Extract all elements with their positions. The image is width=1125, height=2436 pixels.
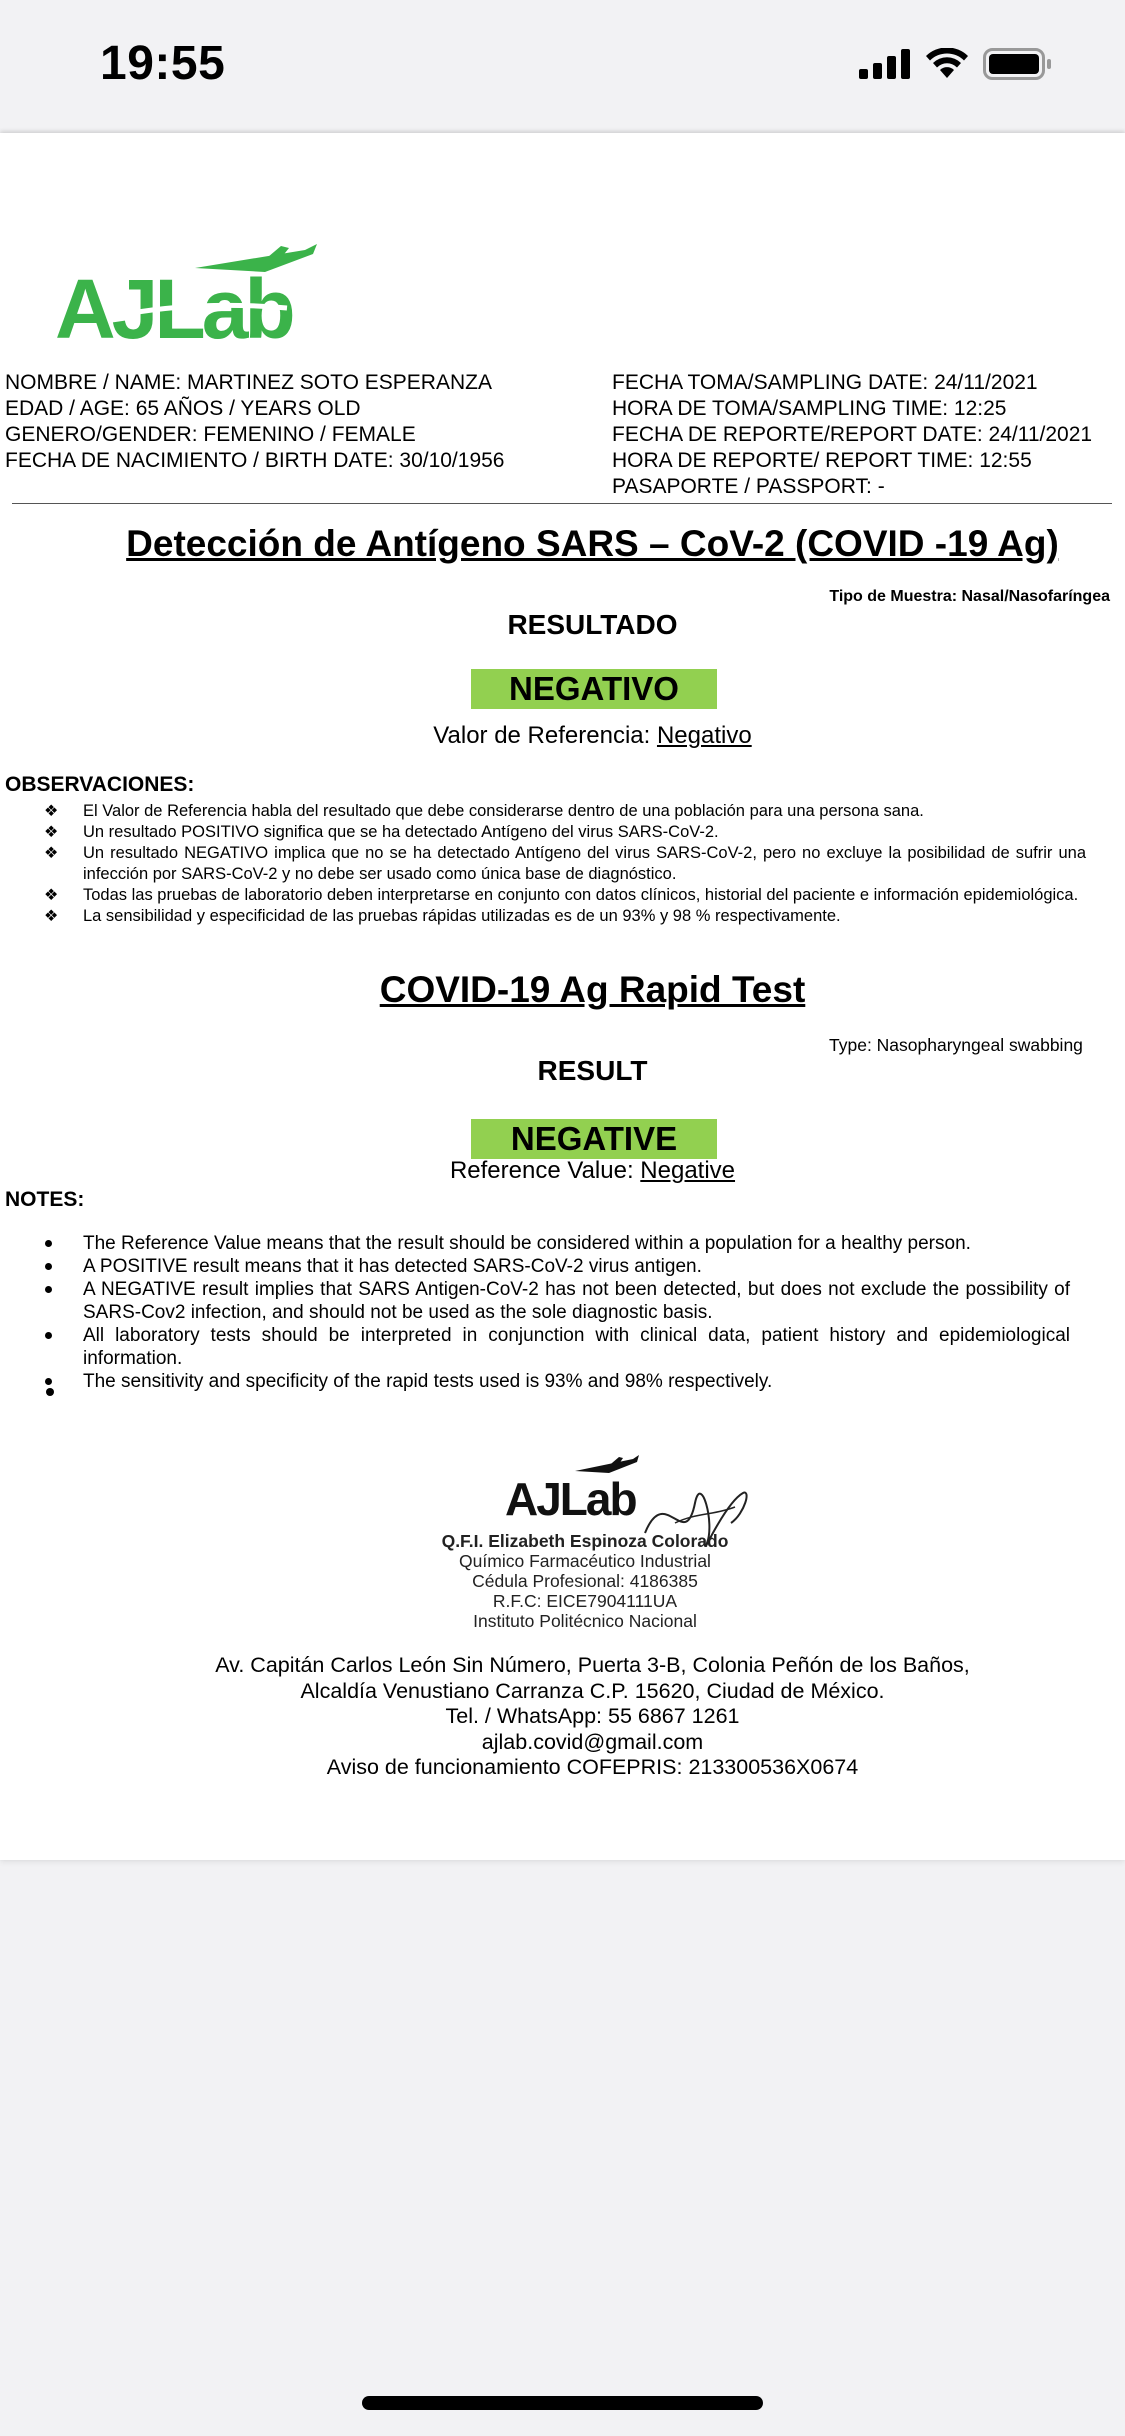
list-item: A NEGATIVE result implies that SARS Antigen-CoV-2 has not been detected, but does not exclude the possibility of SARS-Cov2 infection, and should not be used as the sole diagnostic basis. — [40, 1278, 1070, 1324]
status-time: 19:55 — [100, 37, 226, 90]
patient-birth-date: FECHA DE NACIMIENTO / BIRTH DATE: 30/10/1956 — [5, 449, 505, 472]
diamond-bullet-icon: ❖ — [44, 824, 59, 841]
list-item: The sensitivity and specificity of the rapid tests used is 93% and 98% respectively. — [40, 1370, 1070, 1393]
report-date: FECHA DE REPORTE/REPORT DATE: 24/11/2021 — [612, 423, 1093, 446]
notes-heading: NOTES: — [5, 1188, 85, 1211]
sampling-date: FECHA TOMA/SAMPLING DATE: 24/11/2021 — [612, 371, 1038, 394]
reference-value-english — [0, 1157, 1125, 1185]
bullet-icon — [45, 1286, 52, 1293]
result-badge-spanish: NEGATIVO — [471, 669, 717, 709]
bullet-icon — [45, 1332, 52, 1339]
title-spanish: Detección de Antígeno SARS – CoV-2 (COVID -19 Ag) — [126, 523, 1059, 564]
patient-info — [5, 370, 505, 474]
diamond-bullet-icon: ❖ — [44, 803, 59, 820]
signer-name: Q.F.I. Elizabeth Espinoza Colorado — [441, 1531, 729, 1551]
sampling-time: HORA DE TOMA/SAMPLING TIME: 12:25 — [612, 397, 1007, 420]
divider — [12, 503, 1112, 504]
bullet-icon — [46, 1388, 54, 1396]
report-time: HORA DE REPORTE/ REPORT TIME: 12:55 — [612, 449, 1032, 472]
email: ajlab.covid@gmail.com — [481, 1729, 704, 1754]
signer-license: Cédula Profesional: 4186385 — [472, 1571, 698, 1591]
ajlab-logo — [55, 238, 345, 353]
address-line-1: Av. Capitán Carlos León Sin Número, Puerta 3-B, Colonia Peñón de los Baños, — [215, 1653, 970, 1677]
bullet-icon — [45, 1263, 52, 1270]
list-item: ❖ Todas las pruebas de laboratorio deben interpretarse en conjunto con datos clínicos, historial del paciente e información epidemiológica. — [44, 886, 1079, 904]
patient-age: EDAD / AGE: 65 AÑOS / YEARS OLD — [5, 397, 361, 420]
list-item: All laboratory tests should be interpreted in conjunction with clinical data, patient history and epidemiological information. — [40, 1324, 1070, 1370]
reference-result-english: Negative — [640, 1157, 736, 1184]
list-item: ❖ La sensibilidad y especificidad de las pruebas rápidas utilizadas es de un 93% y 98 % respectivamente. — [44, 907, 841, 925]
status-bar — [0, 0, 1125, 130]
ajlab-logo-icon — [55, 238, 345, 348]
svg-text:AJLab: AJLab — [505, 1473, 636, 1523]
observations-list — [40, 801, 1086, 927]
wifi-icon — [925, 48, 969, 80]
svg-text:AJLab: AJLab — [55, 262, 292, 348]
signer-role: Químico Farmacéutico Industrial — [459, 1551, 711, 1571]
passport: PASAPORTE / PASSPORT: - — [612, 475, 885, 498]
diamond-bullet-icon: ❖ — [44, 908, 59, 925]
bullet-icon — [45, 1240, 52, 1247]
title-english: COVID-19 Ag Rapid Test — [379, 969, 806, 1010]
observations-heading: OBSERVACIONES: — [5, 773, 195, 796]
home-indicator[interactable] — [362, 2396, 763, 2410]
notes-list — [40, 1232, 1070, 1393]
cofepris-notice: Aviso de funcionamiento COFEPRIS: 213300536X0674 — [326, 1755, 859, 1779]
list-item: A POSITIVE result means that it has detected SARS-CoV-2 virus antigen. — [40, 1255, 1070, 1278]
list-item: ❖ El Valor de Referencia habla del resultado que debe considerarse dentro de una población para una persona sana. — [44, 802, 924, 820]
sample-type-spanish: Tipo de Muestra: Nasal/Nasofaríngea — [829, 588, 1110, 605]
reference-label-spanish: Valor de Referencia: — [433, 722, 657, 749]
cellular-signal-icon — [859, 49, 911, 79]
ajlab-small-logo-icon — [505, 1453, 655, 1523]
address-line-2: Alcaldía Venustiano Carranza C.P. 15620, Ciudad de México. — [300, 1678, 885, 1703]
phone: Tel. / WhatsApp: 55 6867 1261 — [445, 1704, 740, 1728]
footer-contact — [0, 1653, 1125, 1781]
signer-rfc: R.F.C: EICE7904111UA — [492, 1591, 678, 1611]
reference-result-spanish: Negativo — [656, 722, 752, 749]
status-icons — [859, 48, 1053, 80]
list-item: ❖ Un resultado NEGATIVO implica que no se ha detectado Antígeno del virus SARS-CoV-2, pero no excluye la posibilidad de sufrir una infección por SARS-CoV-2 y no debe ser usado como única base de diagnóstico. — [44, 844, 1086, 883]
result-badge-english: NEGATIVE — [471, 1119, 717, 1159]
patient-gender: GENERO/GENDER: FEMENINO / FEMALE — [5, 423, 416, 446]
diamond-bullet-icon: ❖ — [44, 887, 59, 904]
result-heading-spanish: RESULTADO — [507, 609, 678, 640]
signer-institute: Instituto Politécnico Nacional — [473, 1611, 697, 1631]
reference-value-spanish — [0, 722, 1125, 750]
patient-name: NOMBRE / NAME: MARTINEZ SOTO ESPERANZA — [5, 371, 492, 394]
lab-report-document — [0, 133, 1125, 1860]
reference-label-english: Reference Value: — [449, 1157, 641, 1184]
sample-info — [612, 370, 1092, 500]
battery-icon — [983, 48, 1053, 80]
result-heading-english: RESULT — [537, 1055, 648, 1086]
list-item: ❖ Un resultado POSITIVO significa que se ha detectado Antígeno del virus SARS-CoV-2. — [44, 823, 719, 841]
sample-type-english: Type: Nasopharyngeal swabbing — [829, 1035, 1083, 1055]
signature-details — [430, 1531, 740, 1631]
bullet-icon — [45, 1378, 52, 1385]
list-item: The Reference Value means that the result should be considered within a population for a healthy person. — [40, 1232, 1070, 1255]
diamond-bullet-icon: ❖ — [44, 845, 59, 862]
